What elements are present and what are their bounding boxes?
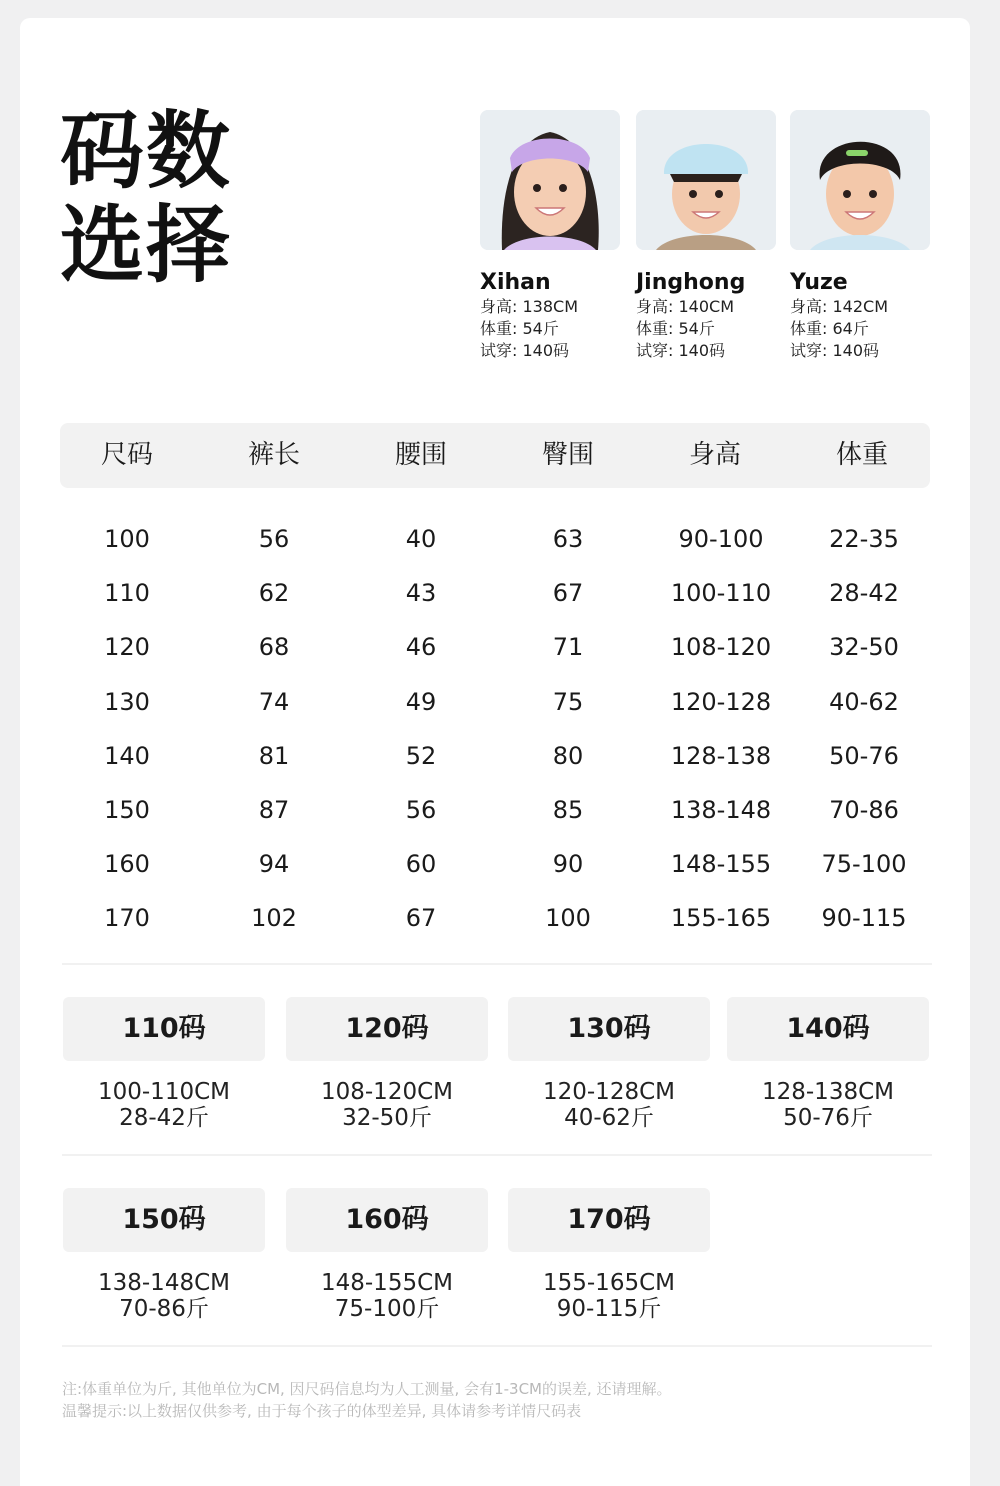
cell-hip: 67 bbox=[552, 579, 584, 607]
table-row bbox=[0, 729, 1000, 783]
size-table-header bbox=[60, 423, 930, 488]
cell-hip: 90 bbox=[552, 850, 584, 878]
table-row bbox=[0, 675, 1000, 729]
cell-pant-length: 94 bbox=[258, 850, 290, 878]
size-height-range: 100-110CM bbox=[97, 1079, 230, 1105]
cell-size: 100 bbox=[104, 525, 150, 553]
model-height: 身高: 138CM bbox=[480, 297, 578, 316]
cell-pant-length: 62 bbox=[258, 579, 290, 607]
model-photo-xihan bbox=[480, 110, 620, 250]
cell-weight: 28-42 bbox=[829, 579, 899, 607]
cell-hip: 63 bbox=[552, 525, 584, 553]
size-height-range: 128-138CM bbox=[761, 1079, 894, 1105]
cell-waist: 52 bbox=[405, 742, 437, 770]
size-card-110 bbox=[63, 997, 265, 1131]
size-height-range: 120-128CM bbox=[542, 1079, 675, 1105]
cell-height: 120-128 bbox=[670, 688, 772, 716]
size-weight-range: 75-100斤 bbox=[334, 1296, 440, 1322]
model-weight: 体重: 54斤 bbox=[480, 319, 559, 338]
header-hip: 臀围 bbox=[541, 440, 595, 470]
cell-height: 138-148 bbox=[670, 796, 772, 824]
model-name: Xihan bbox=[480, 270, 551, 295]
title-line-2: 选择 bbox=[60, 196, 233, 294]
cell-weight: 75-100 bbox=[821, 850, 907, 878]
size-badge: 160码 bbox=[286, 1188, 488, 1252]
size-height-range: 138-148CM bbox=[97, 1270, 230, 1296]
header-weight: 体重 bbox=[835, 440, 889, 470]
cell-weight: 22-35 bbox=[829, 525, 899, 553]
size-badge: 120码 bbox=[286, 997, 488, 1061]
size-badge: 130码 bbox=[508, 997, 710, 1061]
size-weight-range: 40-62斤 bbox=[564, 1105, 654, 1131]
size-height-range: 108-120CM bbox=[320, 1079, 453, 1105]
table-row bbox=[0, 891, 1000, 945]
size-badge: 110码 bbox=[63, 997, 265, 1061]
cell-size: 160 bbox=[104, 850, 150, 878]
model-height: 身高: 140CM bbox=[636, 297, 734, 316]
header-size: 尺码 bbox=[100, 440, 154, 470]
table-row bbox=[0, 837, 1000, 891]
size-height-range: 155-165CM bbox=[542, 1270, 675, 1296]
size-height-range: 148-155CM bbox=[320, 1270, 453, 1296]
title-line-1: 码数 bbox=[60, 102, 233, 200]
cell-pant-length: 81 bbox=[258, 742, 290, 770]
cell-size: 170 bbox=[104, 904, 150, 932]
model-photo-yuze bbox=[790, 110, 930, 250]
size-badge: 140码 bbox=[727, 997, 929, 1061]
cell-waist: 60 bbox=[405, 850, 437, 878]
model-height: 身高: 142CM bbox=[790, 297, 888, 316]
boy-hairclip-photo bbox=[790, 110, 930, 250]
cell-height: 128-138 bbox=[670, 742, 772, 770]
model-weight: 体重: 54斤 bbox=[636, 319, 715, 338]
note-tip: 温馨提示:以上数据仅供参考, 由于每个孩子的体型差异, 具体请参考详情尺码表 bbox=[62, 1402, 582, 1420]
cell-size: 130 bbox=[104, 688, 150, 716]
page-title bbox=[60, 104, 232, 292]
model-name: Jinghong bbox=[636, 270, 746, 295]
header-waist: 腰围 bbox=[394, 440, 448, 470]
cell-weight: 40-62 bbox=[829, 688, 899, 716]
size-badge: 170码 bbox=[508, 1188, 710, 1252]
cell-waist: 40 bbox=[405, 525, 437, 553]
cell-weight: 50-76 bbox=[829, 742, 899, 770]
cell-weight: 70-86 bbox=[829, 796, 899, 824]
table-row bbox=[0, 783, 1000, 837]
header-pant-length: 裤长 bbox=[247, 440, 301, 470]
model-try-size: 试穿: 140码 bbox=[636, 341, 726, 360]
model-card-xihan bbox=[480, 110, 630, 362]
size-card-140 bbox=[727, 997, 929, 1131]
girl-headband-photo bbox=[480, 110, 620, 250]
cell-hip: 75 bbox=[552, 688, 584, 716]
size-card-120 bbox=[286, 997, 488, 1131]
table-row bbox=[0, 512, 1000, 566]
size-card-170 bbox=[508, 1188, 710, 1322]
size-badge: 150码 bbox=[63, 1188, 265, 1252]
cell-hip: 71 bbox=[552, 633, 584, 661]
model-weight: 体重: 64斤 bbox=[790, 319, 869, 338]
cell-size: 140 bbox=[104, 742, 150, 770]
size-card-130 bbox=[508, 997, 710, 1131]
model-photo-jinghong bbox=[636, 110, 776, 250]
cell-hip: 80 bbox=[552, 742, 584, 770]
model-card-jinghong bbox=[636, 110, 786, 362]
cell-waist: 49 bbox=[405, 688, 437, 716]
boy-beanie-photo bbox=[636, 110, 776, 250]
cell-pant-length: 74 bbox=[258, 688, 290, 716]
cell-pant-length: 68 bbox=[258, 633, 290, 661]
cell-waist: 67 bbox=[405, 904, 437, 932]
size-weight-range: 32-50斤 bbox=[342, 1105, 432, 1131]
cell-height: 148-155 bbox=[670, 850, 772, 878]
size-card-150 bbox=[63, 1188, 265, 1322]
cell-size: 110 bbox=[104, 579, 150, 607]
size-weight-range: 70-86斤 bbox=[119, 1296, 209, 1322]
section-divider bbox=[62, 1345, 932, 1347]
note-unit: 注:体重单位为斤, 其他单位为CM, 因尺码信息均为人工测量, 会有1-3CM的误差, 还请理解。 bbox=[62, 1380, 672, 1398]
model-try-size: 试穿: 140码 bbox=[790, 341, 880, 360]
size-card-160 bbox=[286, 1188, 488, 1322]
cell-height: 155-165 bbox=[670, 904, 772, 932]
table-row bbox=[0, 620, 1000, 674]
cell-hip: 100 bbox=[545, 904, 591, 932]
cell-pant-length: 56 bbox=[258, 525, 290, 553]
cell-hip: 85 bbox=[552, 796, 584, 824]
cell-pant-length: 87 bbox=[258, 796, 290, 824]
model-list bbox=[480, 110, 940, 370]
cell-height: 100-110 bbox=[670, 579, 772, 607]
section-divider bbox=[62, 1154, 932, 1156]
size-weight-range: 90-115斤 bbox=[556, 1296, 662, 1322]
cell-size: 120 bbox=[104, 633, 150, 661]
cell-size: 150 bbox=[104, 796, 150, 824]
cell-height: 90-100 bbox=[678, 525, 764, 553]
cell-weight: 90-115 bbox=[821, 904, 907, 932]
model-name: Yuze bbox=[790, 270, 848, 295]
cell-weight: 32-50 bbox=[829, 633, 899, 661]
size-weight-range: 28-42斤 bbox=[119, 1105, 209, 1131]
cell-pant-length: 102 bbox=[251, 904, 297, 932]
notes bbox=[62, 1378, 942, 1422]
cell-waist: 43 bbox=[405, 579, 437, 607]
size-weight-range: 50-76斤 bbox=[783, 1105, 873, 1131]
model-card-yuze bbox=[790, 110, 940, 362]
header-height: 身高 bbox=[688, 440, 742, 470]
table-row bbox=[0, 566, 1000, 620]
model-try-size: 试穿: 140码 bbox=[480, 341, 570, 360]
cell-waist: 56 bbox=[405, 796, 437, 824]
section-divider bbox=[62, 963, 932, 965]
cell-height: 108-120 bbox=[670, 633, 772, 661]
cell-waist: 46 bbox=[405, 633, 437, 661]
